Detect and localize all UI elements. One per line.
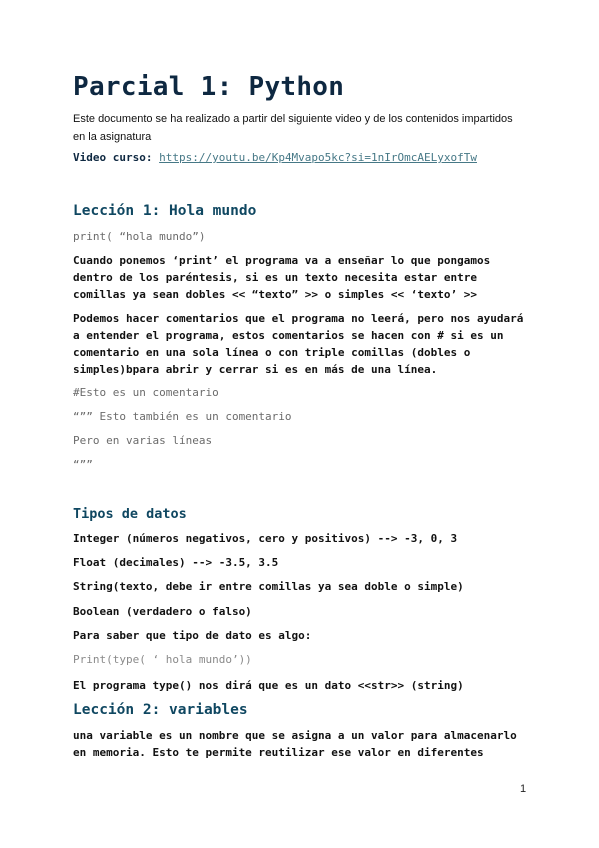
heading-leccion-1: Lección 1: Hola mundo: [73, 203, 257, 219]
code-print: print( “hola mundo”): [73, 230, 206, 243]
para2-line-2: a entender el programa, estos comentarios se hacen con # si es un: [73, 329, 504, 342]
para2-line-1: Podemos hacer comentarios que el programa no leerá, pero nos ayudará: [73, 312, 524, 325]
tipo-boolean: Boolean (verdadero o falso): [73, 605, 252, 618]
comment-3: Pero en varias líneas: [73, 434, 213, 447]
comment-2: “”” Esto también es un comentario: [73, 410, 292, 423]
code-type: Print(type( ‘ hola mundo’)): [73, 653, 252, 666]
para2-line-3: comentario en una sola línea o con triple comillas (dobles o: [73, 346, 471, 359]
para1-line-2: dentro de los paréntesis, si es un texto necesita estar entre: [73, 271, 477, 284]
video-link[interactable]: https://youtu.be/Kp4Mvapo5kc?si=1nIrOmcAELyxofTw: [159, 151, 477, 164]
leccion2-line-2: en memoria. Esto te permite reutilizar ese valor en diferentes: [73, 746, 484, 759]
tipo-question: Para saber que tipo de dato es algo:: [73, 629, 312, 642]
leccion2-line-1: una variable es un nombre que se asigna a un valor para almacenarlo: [73, 729, 517, 742]
tipo-integer: Integer (números negativos, cero y positivos) --> -3, 0, 3: [73, 532, 458, 545]
para2-line-4: simples)bpara abrir y cerrar si es en más de una línea.: [73, 363, 438, 376]
comment-1: #Esto es un comentario: [73, 386, 219, 399]
tipo-float: Float (decimales) --> -3.5, 3.5: [73, 556, 279, 569]
tipo-result: El programa type() nos dirá que es un dato <<str>> (string): [73, 679, 464, 692]
intro-paragraph: Este documento se ha realizado a partir del siguiente video y de los contenidos impartidos en la asignatura: [73, 113, 513, 143]
para1-line-3: comillas ya sean dobles << “texto” >> o simples << ‘texto’ >>: [73, 288, 477, 301]
video-line: [73, 151, 477, 164]
page-number: 1: [520, 783, 527, 795]
video-label: Video curso:: [73, 151, 153, 164]
document-title: Parcial 1: Python: [73, 72, 345, 102]
heading-leccion-2: Lección 2: variables: [73, 702, 248, 718]
tipo-string: String(texto, debe ir entre comillas ya sea doble o simple): [73, 580, 464, 593]
para1-line-1: Cuando ponemos ‘print’ el programa va a enseñar lo que pongamos: [73, 254, 491, 267]
comment-4: “””: [73, 458, 93, 471]
heading-tipos-datos: Tipos de datos: [73, 506, 187, 522]
